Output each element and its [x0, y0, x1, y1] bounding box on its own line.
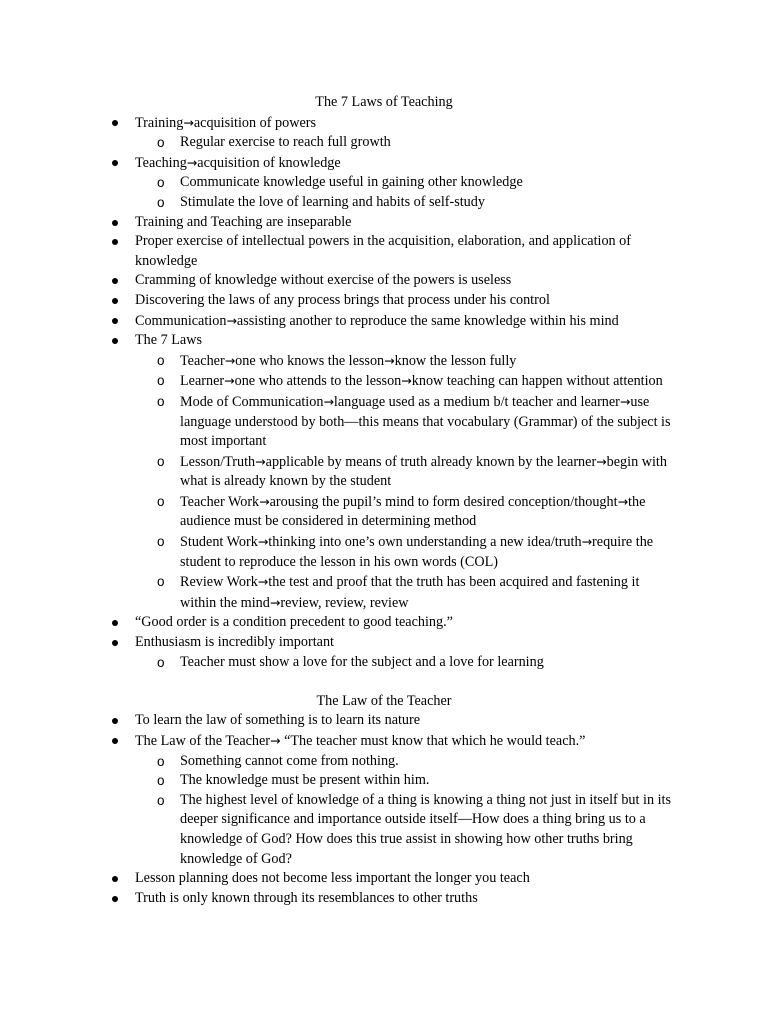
- sub-bullet-icon: o: [157, 175, 165, 191]
- sub-list-item: [0, 492, 675, 532]
- item-text: Stimulate the love of learning and habits of self-study: [180, 193, 485, 210]
- item-text: Proper exercise of intellectual powers in the acquisition, elaboration, and application of knowledge: [135, 233, 632, 269]
- section-title-7-laws: The 7 Laws of Teaching: [315, 94, 453, 110]
- item-text: Something cannot come from nothing.: [180, 752, 399, 769]
- list-item: [0, 633, 675, 653]
- item-text: Truth is only known through its resemblances to other truths: [135, 889, 478, 906]
- arrow-icon: →: [323, 393, 334, 409]
- sub-bullet-icon: o: [157, 654, 165, 670]
- bullet-list-7-laws: [0, 113, 768, 673]
- item-text: Discovering the laws of any process brings that process under his control: [135, 291, 550, 308]
- sub-bullet-icon: o: [157, 493, 165, 509]
- arrow-icon: →: [224, 352, 236, 368]
- item-text: Enthusiasm is incredibly important: [135, 634, 334, 651]
- list-item: [0, 889, 675, 909]
- list-item: [0, 113, 675, 134]
- bullet-icon: [112, 220, 118, 226]
- bullet-icon: [112, 718, 118, 724]
- item-text: Training and Teaching are inseparable: [135, 213, 352, 230]
- item-text: Training: [135, 114, 184, 131]
- bullet-icon: [112, 120, 118, 126]
- bullet-icon: [112, 640, 118, 646]
- item-text: “Good order is a condition precedent to good teaching.”: [135, 614, 453, 631]
- arrow-icon: →: [401, 373, 412, 389]
- section-spacer: [0, 672, 768, 692]
- item-text: thinking into one’s own understanding a new idea/truth: [268, 534, 582, 551]
- arrow-icon: →: [183, 114, 194, 130]
- sub-list-item: [0, 351, 675, 372]
- arrow-icon: →: [259, 493, 270, 509]
- item-text: one who attends to the lesson: [234, 373, 402, 390]
- arrow-icon: →: [257, 534, 269, 550]
- item-text: Regular exercise to reach full growth: [180, 134, 391, 151]
- sub-bullet-icon: o: [157, 574, 165, 590]
- sub-list-item: [0, 193, 675, 213]
- item-text: Teacher: [180, 352, 225, 369]
- sub-bullet-icon: o: [157, 352, 165, 368]
- arrow-icon: →: [617, 493, 629, 509]
- sub-bullet-icon: o: [157, 393, 165, 409]
- arrow-icon: →: [255, 453, 266, 469]
- item-text: require the student to reproduce the lesson in his own words (COL): [180, 534, 654, 570]
- item-text: know the lesson fully: [394, 352, 517, 369]
- bullet-icon: [112, 278, 118, 284]
- list-item: [0, 613, 675, 633]
- sub-bullet-icon: o: [157, 194, 165, 210]
- list-item: [0, 291, 675, 311]
- item-text: The 7 Laws: [135, 332, 202, 349]
- item-text: Communication: [135, 312, 227, 329]
- sub-list-item: [0, 371, 675, 392]
- item-text: Cramming of knowledge without exercise of the powers is useless: [135, 272, 512, 289]
- arrow-icon: →: [257, 574, 269, 590]
- bullet-icon: [112, 876, 118, 882]
- item-text: assisting another to reproduce the same knowledge within his mind: [236, 312, 619, 329]
- item-text: acquisition of powers: [193, 114, 316, 131]
- item-text: use language understood by both—this means that vocabulary (Grammar) of the subject is most important: [180, 393, 671, 450]
- arrow-icon: →: [226, 312, 237, 328]
- sub-bullet-icon: o: [157, 753, 165, 769]
- item-text: Learner: [180, 373, 225, 390]
- item-text: Review Work: [180, 574, 258, 591]
- bullet-list-law-of-teacher: [0, 711, 768, 908]
- arrow-icon: →: [270, 733, 281, 748]
- item-text: The Law of the Teacher: [135, 733, 271, 749]
- arrow-icon: →: [596, 453, 607, 469]
- list-item: [0, 232, 675, 271]
- bullet-icon: [112, 620, 118, 626]
- item-text: begin with what is already known by the student: [180, 453, 667, 490]
- item-text: Teacher must show a love for the subject and a love for learning: [180, 653, 544, 670]
- bullet-icon: [112, 896, 118, 902]
- sub-list-item: [0, 173, 675, 193]
- list-item: [0, 311, 675, 332]
- sub-list-item: [0, 791, 675, 869]
- sub-list-item: [0, 392, 675, 452]
- arrow-icon: →: [269, 594, 281, 610]
- item-text: The highest level of knowledge of a thing is knowing a thing not just in itself but in its deeper significance and importance outside itself—How does a thing bring us to a knowledge of God? How does this true assist in showing how other truths bring knowledge of God?: [180, 791, 671, 867]
- sub-list-item: [0, 752, 675, 772]
- sub-list-item: [0, 653, 675, 673]
- item-text: language used as a medium b/t teacher and learner: [333, 393, 620, 410]
- item-text: To learn the law of something is to learn its nature: [135, 712, 421, 729]
- sub-bullet-icon: o: [157, 373, 165, 389]
- sub-bullet-icon: o: [157, 534, 165, 550]
- item-text: Communicate knowledge useful in gaining other knowledge: [180, 174, 523, 191]
- list-item: [0, 213, 675, 233]
- bullet-icon: [112, 160, 118, 166]
- item-text: the audience must be considered in determining method: [180, 493, 646, 530]
- list-item: [0, 331, 675, 351]
- arrow-icon: →: [186, 154, 198, 170]
- bullet-icon: [112, 318, 118, 324]
- sub-bullet-icon: o: [157, 792, 165, 808]
- sub-list-item: [0, 532, 675, 572]
- sub-list-item: [0, 771, 675, 791]
- item-text: arousing the pupil’s mind to form desired conception/thought: [269, 493, 618, 510]
- arrow-icon: →: [581, 534, 593, 550]
- list-item: [0, 153, 675, 174]
- item-text: Teacher Work: [180, 493, 260, 510]
- list-item: [0, 731, 675, 752]
- sub-bullet-icon: o: [157, 453, 165, 469]
- sub-list-item: [0, 572, 675, 613]
- item-text: The knowledge must be present within him.: [180, 772, 430, 789]
- bullet-icon: [112, 239, 118, 245]
- item-text: “The teacher must know that which he would teach.”: [280, 733, 586, 749]
- item-text: Student Work: [180, 534, 258, 551]
- item-text: Lesson planning does not become less important the longer you teach: [135, 870, 530, 887]
- sub-bullet-icon: o: [157, 135, 165, 151]
- bullet-icon: [112, 738, 118, 744]
- list-item: [0, 711, 675, 731]
- item-text: the test and proof that the truth has been acquired and fastening it within the mind: [180, 574, 640, 611]
- sub-list-item: [0, 133, 675, 153]
- sub-bullet-icon: o: [157, 773, 165, 789]
- bullet-icon: [112, 338, 118, 344]
- item-text: review, review, review: [280, 594, 409, 611]
- list-item: [0, 271, 675, 291]
- list-item: [0, 869, 675, 889]
- document-body: [0, 93, 768, 908]
- arrow-icon: →: [224, 373, 235, 389]
- item-text: Lesson/Truth: [180, 453, 256, 470]
- item-text: Mode of Communication: [180, 393, 324, 410]
- arrow-icon: →: [384, 352, 395, 368]
- item-text: acquisition of knowledge: [197, 154, 341, 171]
- item-text: know teaching can happen without attention: [411, 373, 663, 390]
- sub-list-item: [0, 452, 675, 492]
- bullet-icon: [112, 298, 118, 304]
- section-title-law-of-teacher: The Law of the Teacher: [316, 692, 452, 709]
- item-text: applicable by means of truth already known by the learner: [265, 453, 597, 470]
- item-text: one who knows the lesson: [235, 352, 385, 369]
- item-text: Teaching: [135, 154, 187, 171]
- arrow-icon: →: [619, 393, 631, 409]
